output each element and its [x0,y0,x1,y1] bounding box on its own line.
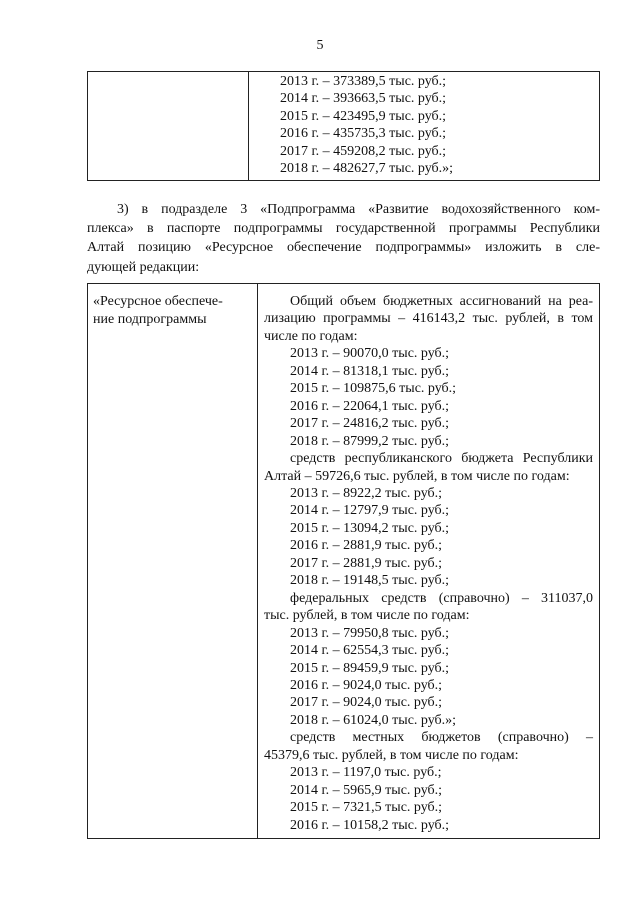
republic-year-line: 2015 г. – 13094,2 тыс. руб.; [290,520,450,536]
amendment-paragraph [87,200,600,277]
federal-intro-line: федеральных средств (справочно) – 311037,0 [290,590,593,606]
year-line: 2015 г. – 423495,9 тыс. руб.; [280,108,447,124]
resource-support-table [87,283,600,839]
republic-year-line: 2016 г. – 2881,9 тыс. руб.; [290,538,443,554]
table-row [88,284,600,839]
table-cell-years [249,72,600,181]
page-number: 5 [316,38,324,53]
year-line: 2017 г. – 459208,2 тыс. руб.; [280,143,447,159]
local-year-line: 2016 г. – 10158,2 тыс. руб.; [290,817,450,833]
position-label-line: ние подпрограммы [93,311,207,327]
year-line: 2013 г. – 373389,5 тыс. руб.; [280,74,447,89]
federal-year-line: 2015 г. – 89459,9 тыс. руб.; [290,660,450,676]
local-year-line: 2015 г. – 7321,5 тыс. руб.; [290,800,443,816]
local-intro-line: средств местных бюджетов (справочно) – [290,730,593,746]
total-year-line: 2014 г. – 81318,1 тыс. руб.; [290,363,450,379]
position-label-line: «Ресурсное обеспече- [93,294,223,309]
paragraph-line: 3) в подразделе 3 «Подпрограмма «Развитие водохозяйственного ком- [117,202,600,217]
year-line: 2018 г. – 482627,7 тыс. руб.»; [280,161,454,177]
table-cell-empty [88,72,249,181]
total-year-line: 2015 г. – 109875,6 тыс. руб.; [290,381,457,397]
position-content-cell [258,284,600,839]
paragraph-line: дующей редакции: [87,259,200,275]
republic-year-line: 2017 г. – 2881,9 тыс. руб.; [290,555,443,571]
budget-table-continuation [87,71,600,181]
total-intro-line: числе по годам: [264,328,358,344]
total-year-line: 2013 г. – 90070,0 тыс. руб.; [290,346,450,362]
total-intro-line: Общий объем бюджетных ассигнований на реа- [290,294,593,309]
local-year-line: 2013 г. – 1197,0 тыс. руб.; [290,765,442,781]
table-row [88,72,600,181]
federal-year-line: 2013 г. – 79950,8 тыс. руб.; [290,625,450,641]
total-intro-line: лизацию программы – 416143,2 тыс. рублей, в том [264,311,593,327]
republic-year-line: 2014 г. – 12797,9 тыс. руб.; [290,503,450,519]
position-label-cell [88,284,258,839]
paragraph-line: Алтай позицию «Ресурсное обеспечение подпрограммы» изложить в сле- [87,240,600,256]
federal-intro-line: тыс. рублей, в том числе по годам: [264,608,470,624]
local-intro-line: 45379,6 тыс. рублей, в том числе по годам: [264,747,519,763]
federal-year-line: 2016 г. – 9024,0 тыс. руб.; [290,677,443,693]
republic-intro-line: Алтай – 59726,6 тыс. рублей, в том числе по годам: [264,468,570,484]
federal-year-line: 2017 г. – 9024,0 тыс. руб.; [290,695,443,711]
year-line: 2016 г. – 435735,3 тыс. руб.; [280,126,447,142]
year-line: 2014 г. – 393663,5 тыс. руб.; [280,91,447,107]
federal-year-line: 2018 г. – 61024,0 тыс. руб.»; [290,712,457,728]
total-year-line: 2017 г. – 24816,2 тыс. руб.; [290,416,450,432]
local-year-line: 2014 г. – 5965,9 тыс. руб.; [290,782,443,798]
paragraph-line: плекса» в паспорте подпрограммы государственной программы Республики [87,221,600,237]
total-year-line: 2016 г. – 22064,1 тыс. руб.; [290,398,450,414]
federal-year-line: 2014 г. – 62554,3 тыс. руб.; [290,643,450,659]
republic-year-line: 2018 г. – 19148,5 тыс. руб.; [290,573,450,589]
republic-year-line: 2013 г. – 8922,2 тыс. руб.; [290,485,443,501]
total-year-line: 2018 г. – 87999,2 тыс. руб.; [290,433,450,449]
republic-intro-line: средств республиканского бюджета Республики [290,451,593,467]
